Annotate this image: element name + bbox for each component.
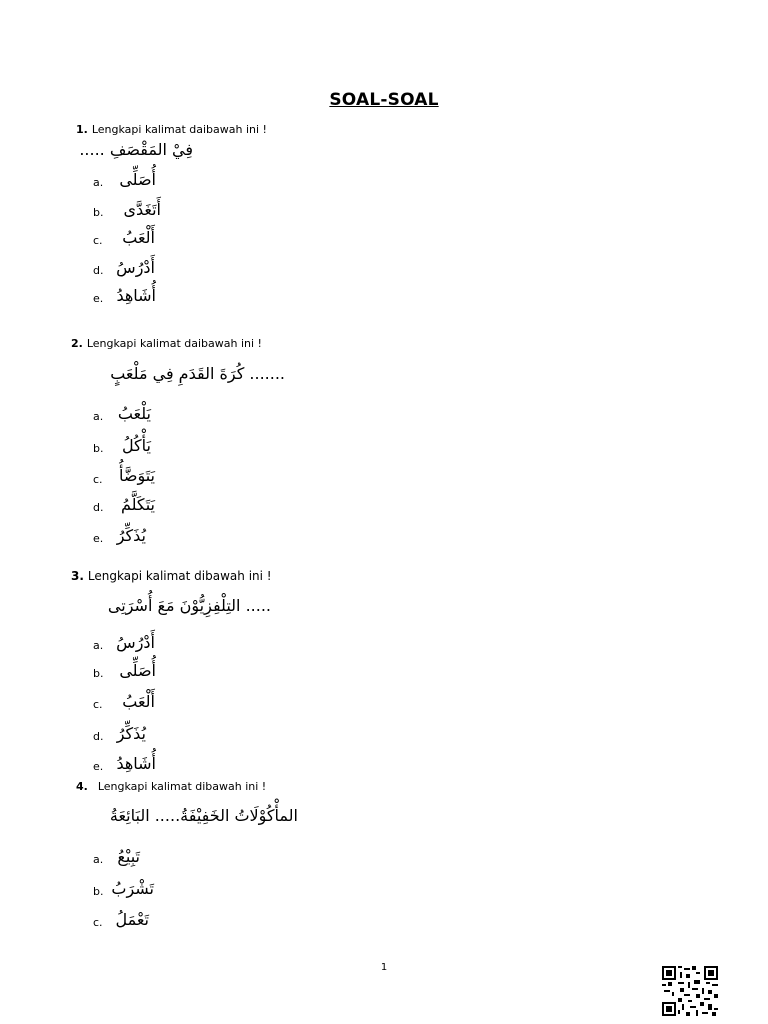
question-1-header — [76, 123, 267, 136]
question-prompt: Lengkapi kalimat daibawah ini ! — [91, 123, 267, 136]
option-letter: e. — [93, 760, 104, 773]
option-text[interactable]: يَتَكَلَّمُ — [120, 495, 155, 514]
question-2-sentence: ....... كُرَةَ القَدَمِ فِي مَلْعَبٍ — [110, 364, 285, 383]
question-prompt: Lengkapi kalimat dibawah ini ! — [87, 569, 272, 583]
question-number: 1. — [76, 123, 88, 136]
option-text[interactable]: أَتَغَدَّى — [123, 200, 161, 219]
option-text[interactable]: يُذَكِّرُ — [116, 526, 146, 545]
question-1-sentence: فِيْ المَقْصَفِ ..... — [79, 140, 193, 159]
option-letter: c. — [93, 916, 103, 929]
option-text[interactable]: يَلْعَبُ — [117, 404, 151, 423]
option-letter: c. — [93, 698, 103, 711]
option-text[interactable]: أَدْرُسُ — [116, 258, 155, 277]
question-prompt: Lengkapi kalimat daibawah ini ! — [86, 337, 262, 350]
question-3-sentence: ..... التِلْفِزِيُّوْنَ مَعَ أُسْرَتِى — [107, 596, 271, 615]
option-letter: a. — [93, 853, 104, 866]
question-number: 2. — [71, 337, 83, 350]
question-4-sentence: المأْكُوْلَاتُ الخَفِيْفَةُ..... البَائِعَةُ — [109, 806, 298, 825]
option-letter: d. — [93, 264, 104, 277]
option-letter: e. — [93, 292, 104, 305]
option-letter: b. — [93, 442, 104, 455]
option-text[interactable]: أَلْعَبُ — [122, 228, 155, 247]
option-text[interactable]: أَدْرُسُ — [116, 633, 155, 652]
page-number: 1 — [380, 962, 388, 973]
question-number: 3. — [71, 569, 84, 583]
option-letter: d. — [93, 730, 104, 743]
qr-code-icon[interactable] — [662, 966, 718, 1016]
option-text[interactable]: يَأْكُلُ — [121, 436, 151, 455]
option-text[interactable]: أُصَلِّى — [119, 170, 156, 189]
option-text[interactable]: أُشَاهِدُ — [116, 286, 156, 305]
option-letter: e. — [93, 532, 104, 545]
option-text[interactable]: يَتَوَضَّأُ — [118, 466, 155, 485]
option-letter: c. — [93, 234, 103, 247]
question-number: 4. — [76, 780, 88, 793]
option-text[interactable]: يُذَكِّرُ — [116, 724, 146, 743]
option-letter: c. — [93, 473, 103, 486]
question-3-header — [71, 569, 272, 583]
question-prompt: Lengkapi kalimat dibawah ini ! — [97, 780, 267, 793]
option-text[interactable]: أُصَلِّى — [119, 661, 156, 680]
page-title: SOAL-SOAL — [329, 90, 439, 110]
option-letter: b. — [93, 206, 104, 219]
option-letter: d. — [93, 501, 104, 514]
option-letter: a. — [93, 639, 104, 652]
option-letter: b. — [93, 885, 104, 898]
option-text[interactable]: تَشْرَبُ — [111, 879, 154, 898]
option-text[interactable]: أَلْعَبُ — [122, 692, 155, 711]
question-2-header — [71, 337, 262, 350]
option-text[interactable]: أُشَاهِدُ — [116, 754, 156, 773]
option-letter: b. — [93, 667, 104, 680]
option-letter: a. — [93, 176, 104, 189]
option-text[interactable]: تَعْمَلُ — [115, 910, 149, 929]
option-letter: a. — [93, 410, 104, 423]
question-4-header — [76, 780, 266, 793]
option-text[interactable]: تَبِيْعُ — [117, 847, 140, 866]
